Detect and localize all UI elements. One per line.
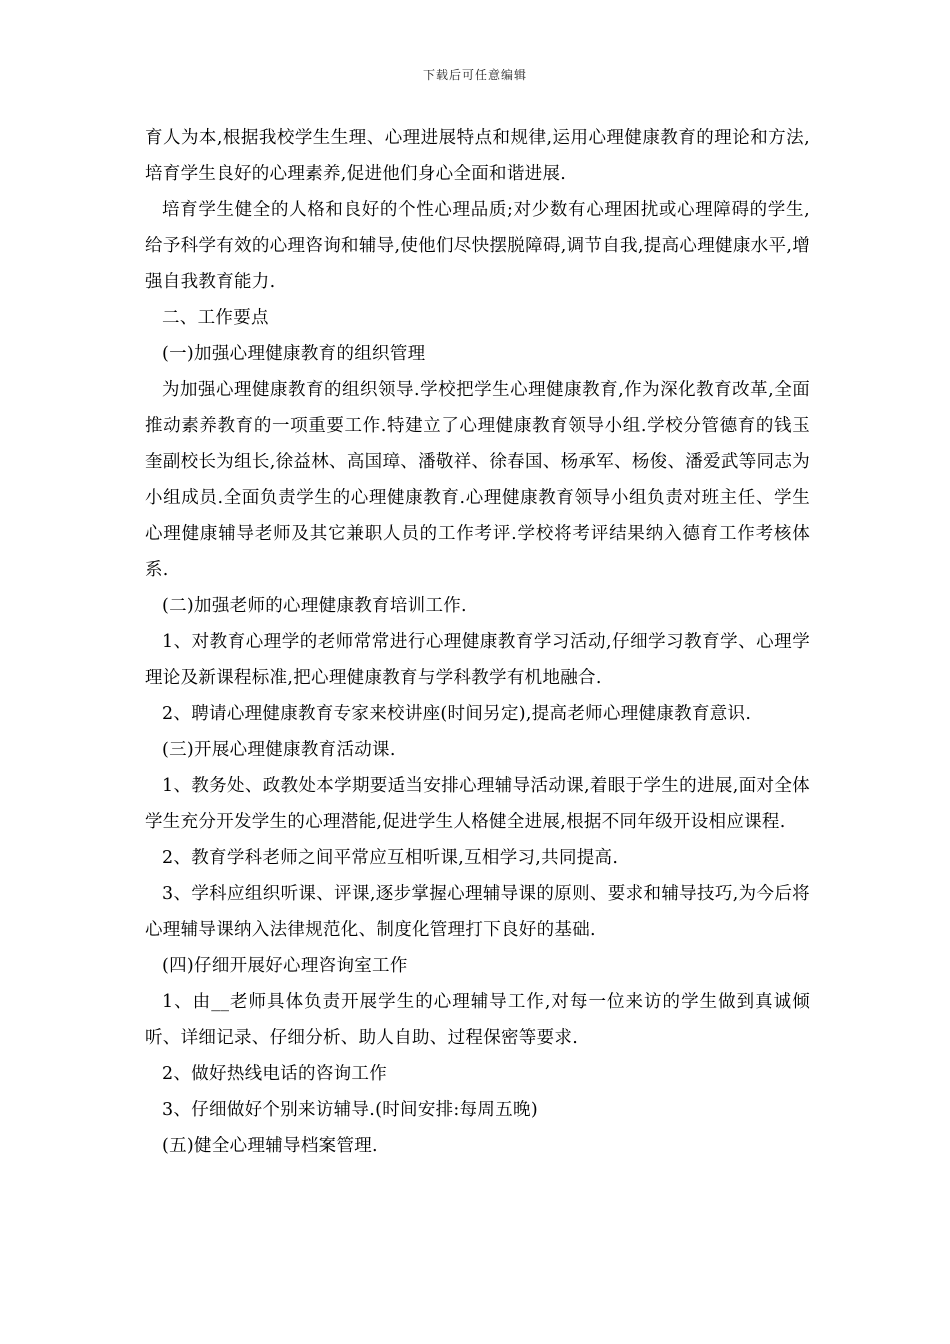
list-item: 2、做好热线电话的咨询工作 — [162, 1064, 388, 1084]
subsection-heading: (五)健全心理辅导档案管理. — [162, 1136, 378, 1156]
subsection-heading: (三)开展心理健康教育活动课. — [162, 740, 396, 760]
subsection-heading: (四)仔细开展好心理咨询室工作 — [162, 956, 408, 976]
subsection-heading: (二)加强老师的心理健康教育培训工作. — [162, 596, 467, 616]
page-header-note: 下载后可任意编辑 — [422, 68, 527, 82]
list-item: 3、仔细做好个别来访辅导.(时间安排:每周五晚) — [162, 1100, 538, 1120]
paragraph: 为加强心理健康教育的组织领导.学校把学生心理健康教育,作为深化教育改革,全面推动素养教育的一项重要工作.特建立了心理健康教育领导小组.学校分管德育的钱玉奎副校长为组长,徐益林、高国璋、潘敬祥、徐春国、杨承军、杨俊、潘爱武等同志为小组成员.全面负责学生的心理健康教育.心理健康教育领导小组负责对班主任、学生心理健康辅导老师及其它兼职人员的工作考评.学校将考评结果纳入德育工作考核体系. — [145, 380, 810, 580]
list-item: 2、聘请心理健康教育专家来校讲座(时间另定),提高老师心理健康教育意识. — [162, 704, 752, 724]
list-item: 3、学科应组织听课、评课,逐步掌握心理辅导课的原则、要求和辅导技巧,为今后将心理辅导课纳入法律规范化、制度化管理打下良好的基础. — [145, 884, 810, 940]
paragraph: 育人为本,根据我校学生生理、心理进展特点和规律,运用心理健康教育的理论和方法,培育学生良好的心理素养,促进他们身心全面和谐进展. — [145, 128, 810, 184]
paragraph: 培育学生健全的人格和良好的个性心理品质;对少数有心理困扰或心理障碍的学生,给予科学有效的心理咨询和辅导,使他们尽快摆脱障碍,调节自我,提高心理健康水平,增强自我教育能力. — [145, 200, 810, 292]
section-heading: 二、工作要点 — [162, 308, 269, 328]
list-item: 1、教务处、政教处本学期要适当安排心理辅导活动课,着眼于学生的进展,面对全体学生充分开发学生的心理潜能,促进学生人格健全进展,根据不同年级开设相应课程. — [145, 776, 810, 832]
document-body — [145, 120, 810, 1164]
subsection-heading: (一)加强心理健康教育的组织管理 — [162, 344, 426, 364]
list-item: 1、对教育心理学的老师常常进行心理健康教育学习活动,仔细学习教育学、心理学理论及新课程标准,把心理健康教育与学科教学有机地融合. — [145, 632, 810, 688]
list-item: 2、教育学科老师之间平常应互相听课,互相学习,共同提高. — [162, 848, 619, 868]
list-item: 1、由__老师具体负责开展学生的心理辅导工作,对每一位来访的学生做到真诚倾听、详细记录、仔细分析、助人自助、过程保密等要求. — [145, 992, 810, 1048]
